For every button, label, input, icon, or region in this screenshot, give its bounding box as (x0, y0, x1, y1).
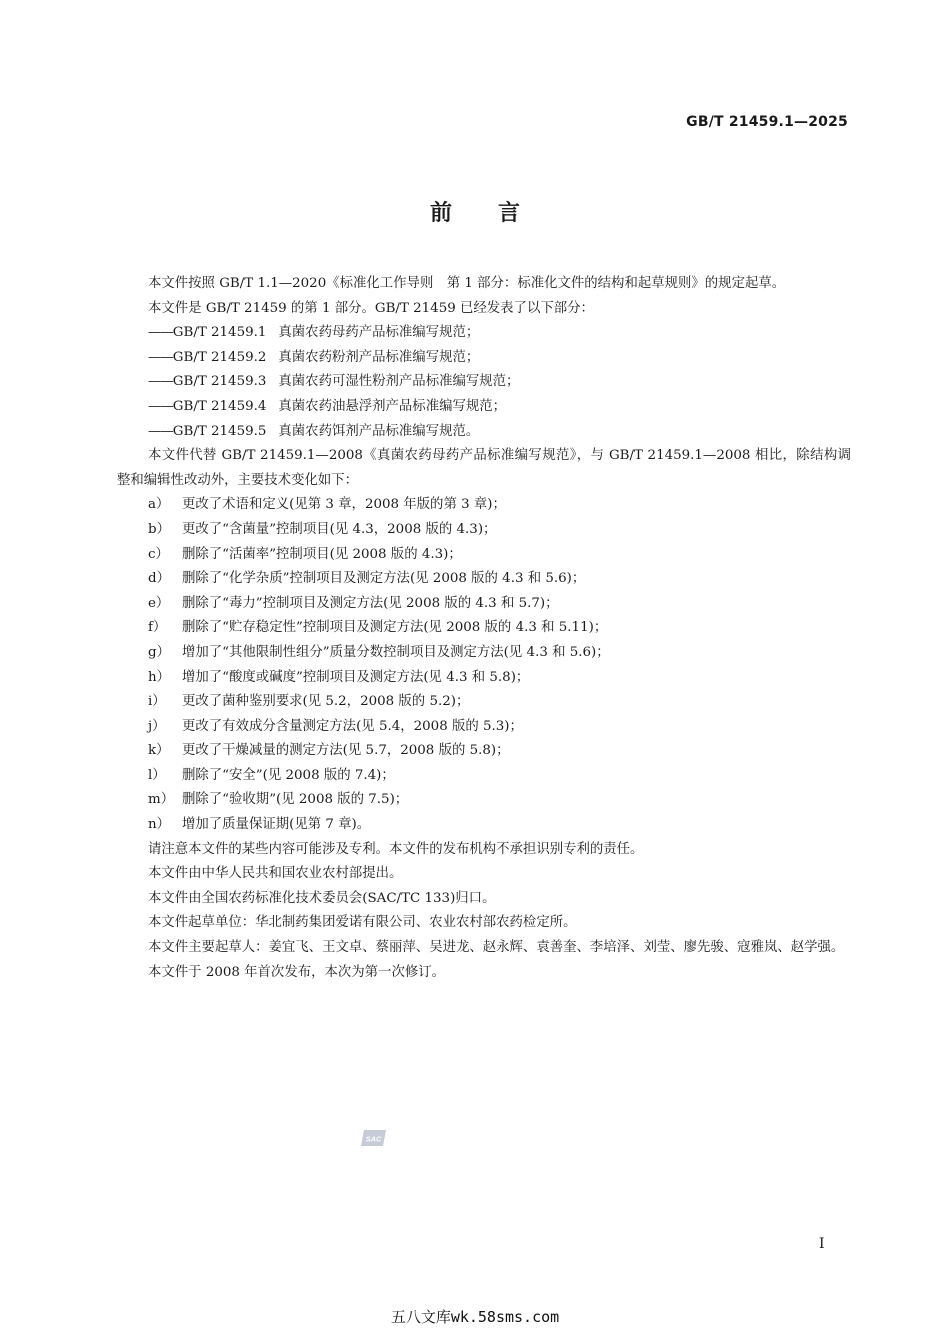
change-text: 更改了菌种鉴别要求(见 5.2，2008 版的 5.2)； (182, 694, 470, 710)
change-list-item (117, 518, 851, 543)
list-marker: b） (148, 521, 170, 537)
change-list-item (117, 592, 851, 617)
part-title: 真菌农药油悬浮剂产品标准编写规范； (278, 398, 507, 414)
part-list-item (117, 321, 851, 346)
change-list-item (117, 616, 851, 641)
paragraph-replacement: 本文件代替 GB/T 21459.1—2008《真菌农药母药产品标准编写规范》，与 GB/T 21459.1—2008 相比，除结构调整和编辑性改动外，主要技术变化如下： (117, 448, 851, 488)
change-text: 更改了术语和定义(见第 3 章，2008 年版的第 3 章)； (182, 497, 506, 513)
part-list-item (117, 346, 851, 371)
paragraph-drafters: 本文件主要起草人：姜宜飞、王文卓、蔡丽萍、吴进龙、赵永辉、袁善奎、李培泽、刘莹、廖先骏、寇雅岚、赵学强。 (148, 940, 845, 956)
list-marker: a） (148, 497, 170, 513)
list-marker: n） (148, 817, 171, 833)
sac-logo-icon (361, 1128, 389, 1148)
change-list-item (117, 493, 851, 518)
change-text: 增加了“其他限制性组分”质量分数控制项目及测定方法(见 4.3 和 5.6)； (182, 644, 610, 660)
change-list-item (117, 567, 851, 592)
change-list-item (117, 739, 851, 764)
footer-watermark: 五八文库wk.58sms.com (390, 1308, 560, 1326)
part-standard-number: GB/T 21459.3 (172, 374, 267, 390)
watermark-text: SAC (365, 1134, 382, 1144)
paragraph-drafting-units: 本文件起草单位：华北制药集团爱诺有限公司、农业农村部农药检定所。 (148, 915, 577, 931)
part-list-item (117, 420, 851, 445)
list-marker: m） (148, 792, 175, 808)
list-marker: f） (148, 620, 167, 636)
part-standard-number: GB/T 21459.1 (172, 325, 267, 341)
page-number: I (819, 1236, 825, 1252)
list-marker: e） (148, 595, 170, 611)
page-title: 前言 (429, 201, 566, 226)
change-text: 更改了有效成分含量测定方法(见 5.4，2008 版的 5.3)； (182, 718, 523, 734)
dash-marker: —— (148, 349, 173, 365)
part-title: 真菌农药可湿性粉剂产品标准编写规范； (278, 374, 520, 390)
dash-marker: —— (148, 374, 173, 390)
change-text: 更改了“含菌量”控制项目(见 4.3，2008 版的 4.3)； (182, 521, 497, 537)
change-list-item (117, 788, 851, 813)
paragraph-drafting-rules: 本文件按照 GB/T 1.1—2020《标准化工作导则 第 1 部分：标准化文件的结构和起草规则》的规定起草。 (148, 276, 786, 291)
change-list-item (117, 641, 851, 666)
paragraph-centralized-by: 本文件由全国农药标准化技术委员会(SAC/TC 133)归口。 (148, 890, 496, 906)
list-marker: c） (148, 546, 169, 562)
list-marker: g） (148, 644, 170, 660)
paragraph-publication-history: 本文件于 2008 年首次发布，本次为第一次修订。 (148, 964, 446, 980)
part-title: 真菌农药粉剂产品标准编写规范； (278, 349, 480, 365)
dash-marker: —— (148, 398, 173, 414)
list-marker: j） (148, 718, 166, 734)
change-list-item (117, 764, 851, 789)
part-list-item (117, 395, 851, 420)
change-list-item (117, 690, 851, 715)
change-text: 删除了“验收期”(见 2008 版的 7.5)； (182, 792, 409, 808)
sac-watermark-graphic (361, 1128, 389, 1148)
dash-marker: —— (148, 325, 173, 341)
change-list-item (117, 813, 851, 838)
change-text: 增加了质量保证期(见第 7 章)。 (182, 817, 371, 833)
dash-marker: —— (148, 423, 173, 439)
list-marker: l） (148, 767, 166, 783)
change-text: 删除了“贮存稳定性”控制项目及测定方法(见 2008 版的 4.3 和 5.11)； (182, 620, 608, 636)
part-standard-number: GB/T 21459.4 (172, 398, 267, 414)
foreword-body (117, 272, 851, 985)
change-text: 删除了“活菌率”控制项目(见 2008 版的 4.3)； (182, 546, 462, 562)
part-title: 真菌农药母药产品标准编写规范； (278, 325, 480, 341)
part-title: 真菌农药饵剂产品标准编写规范。 (278, 423, 480, 439)
change-list-item (117, 543, 851, 568)
list-marker: i） (148, 694, 166, 710)
paragraph-patent-notice: 请注意本文件的某些内容可能涉及专利。本文件的发布机构不承担识别专利的责任。 (148, 841, 644, 857)
change-text: 删除了“安全”(见 2008 版的 7.4)； (182, 767, 395, 783)
paragraph-proposed-by: 本文件由中华人民共和国农业农村部提出。 (148, 866, 403, 882)
part-standard-number: GB/T 21459.5 (172, 423, 267, 439)
change-list-item (117, 715, 851, 740)
change-text: 增加了“酸度或碱度”控制项目及测定方法(见 4.3 和 5.8)； (182, 669, 530, 685)
standard-number: GB/T 21459.1—2025 (686, 114, 848, 130)
list-marker: k） (148, 743, 170, 759)
part-list-item (117, 370, 851, 395)
paragraph-parts-intro: 本文件是 GB/T 21459 的第 1 部分。GB/T 21459 已经发表了以下部分： (148, 300, 594, 316)
change-list-item (117, 666, 851, 691)
change-text: 删除了“毒力”控制项目及测定方法(见 2008 版的 4.3 和 5.7)； (182, 595, 559, 611)
change-text: 更改了干燥减量的测定方法(见 5.7，2008 版的 5.8)； (182, 743, 510, 759)
list-marker: d） (148, 571, 170, 587)
list-marker: h） (148, 669, 171, 685)
change-text: 删除了“化学杂质”控制项目及测定方法(见 2008 版的 4.3 和 5.6)； (182, 571, 586, 587)
part-standard-number: GB/T 21459.2 (172, 349, 267, 365)
